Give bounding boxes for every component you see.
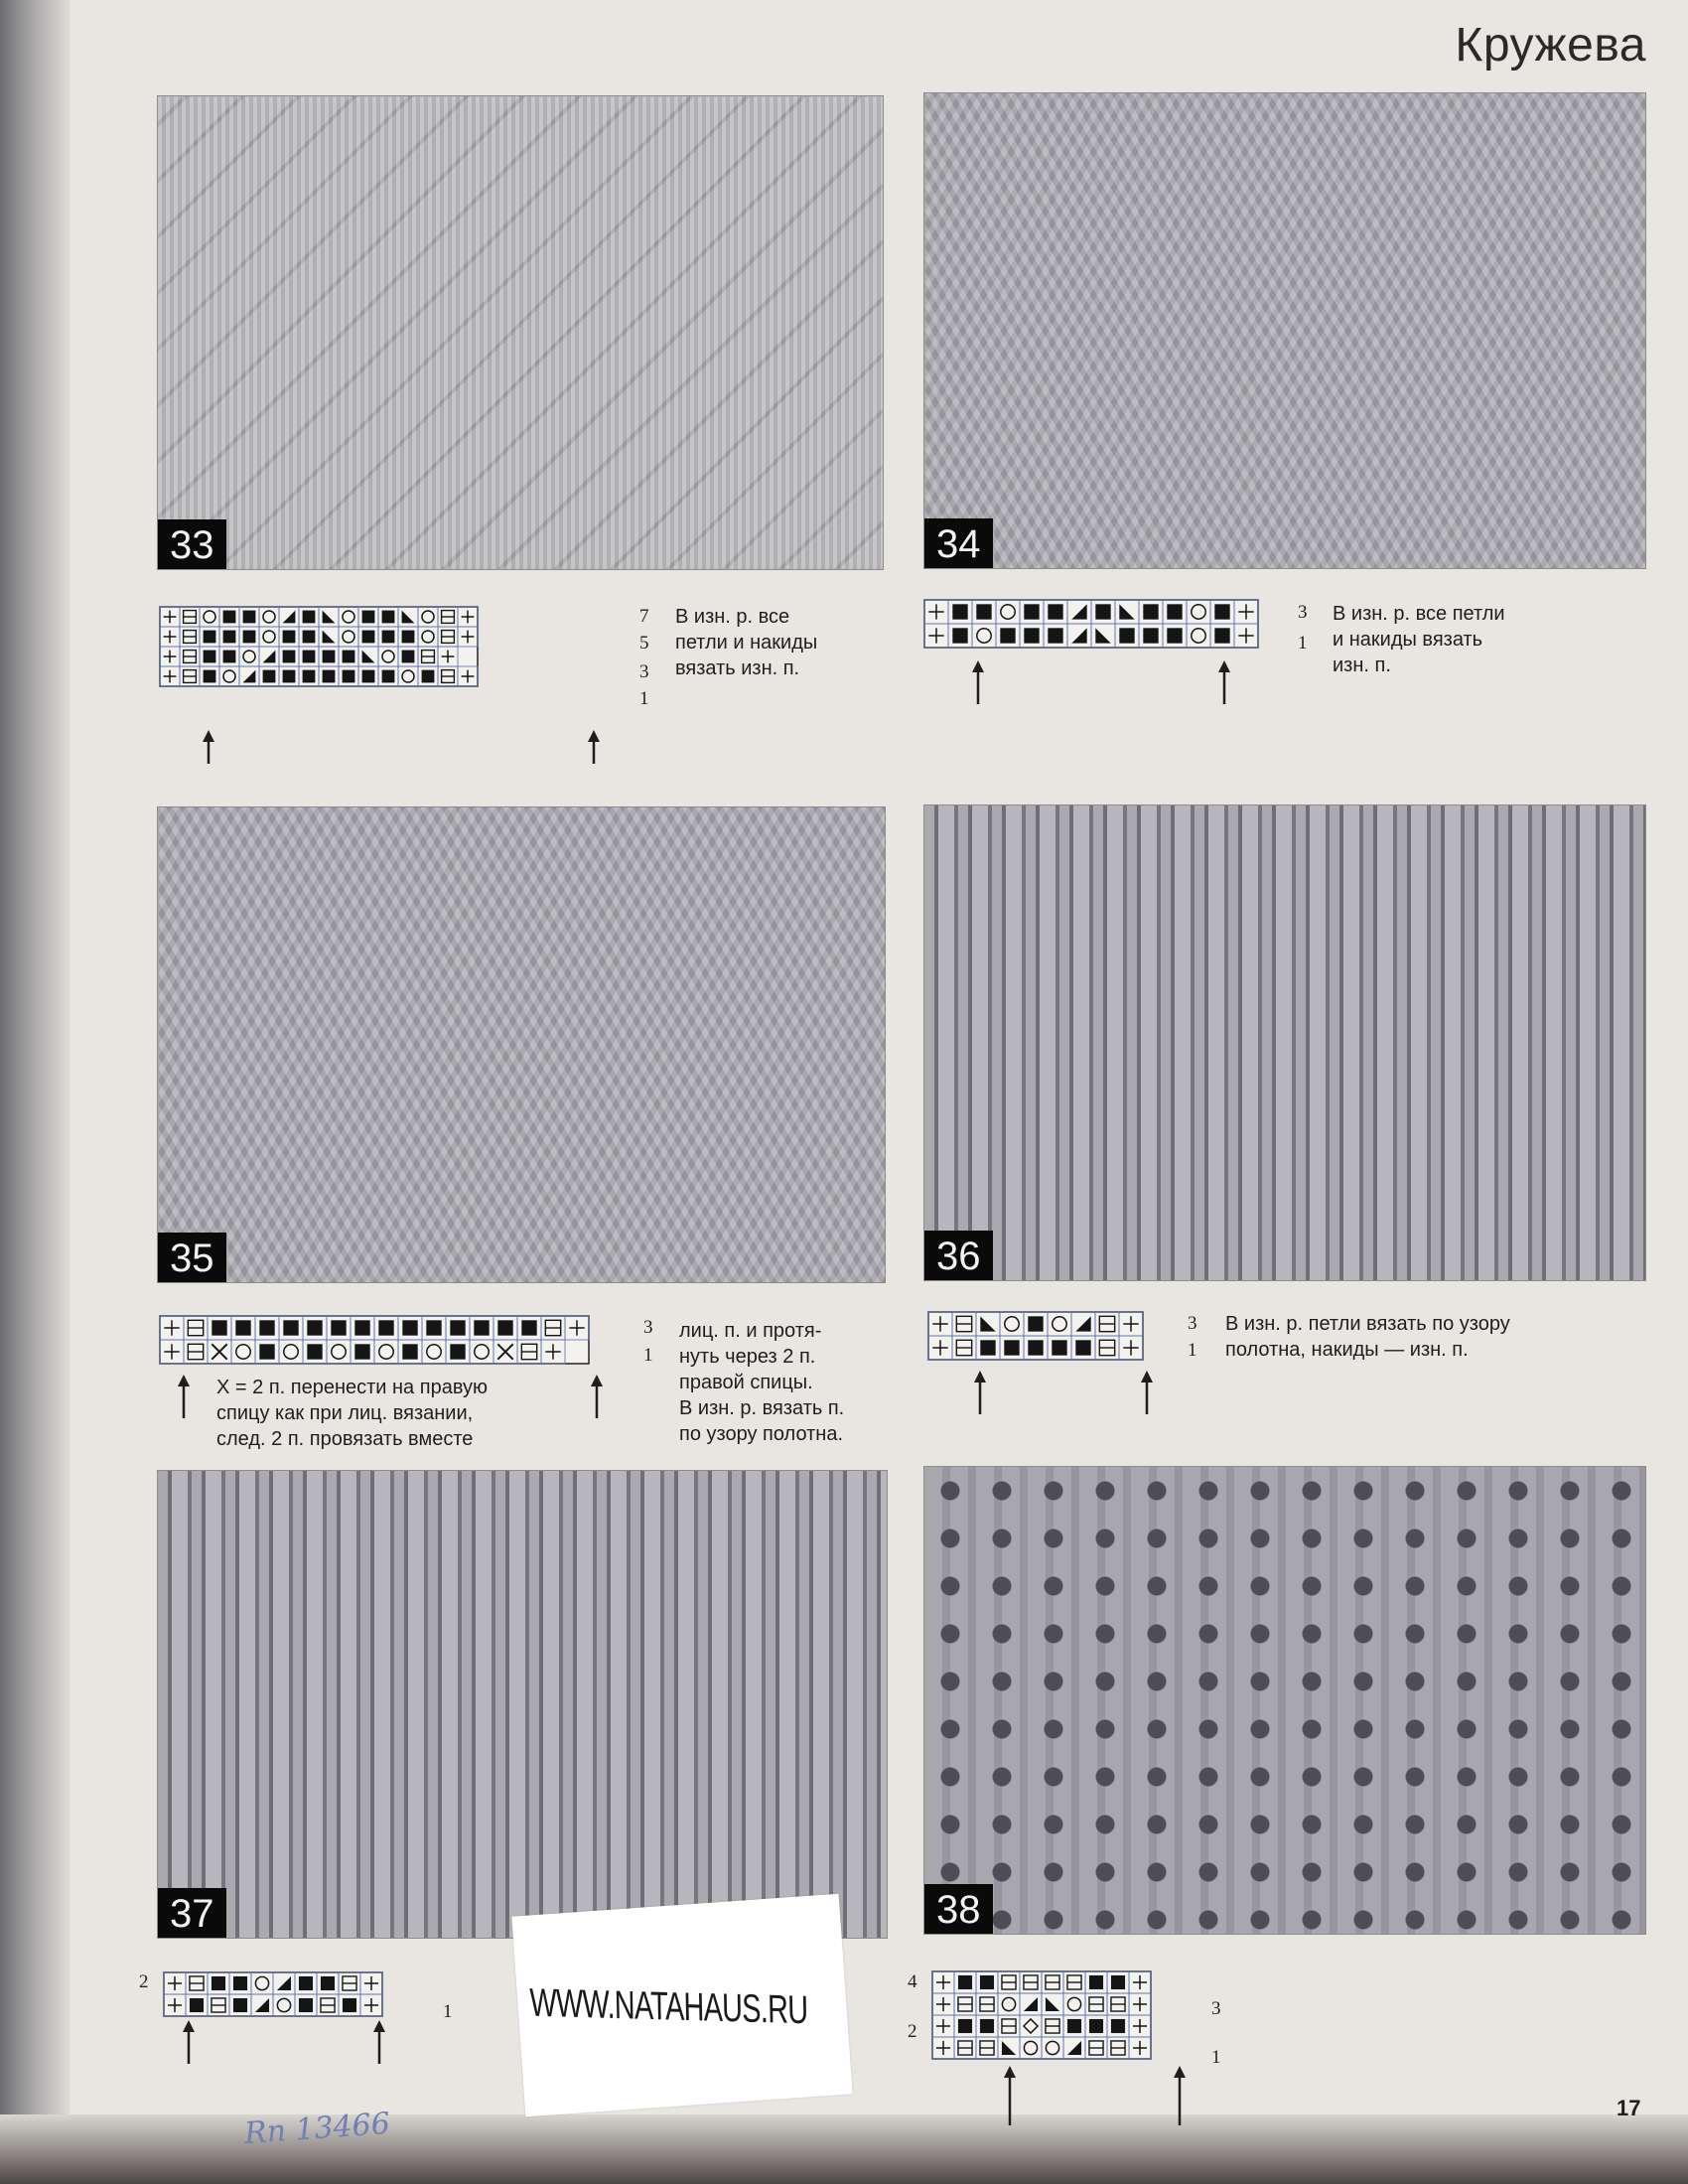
chart-34-row-1: 1 bbox=[1298, 633, 1308, 654]
pattern-38-photo bbox=[923, 1466, 1646, 1935]
legend-line: X = 2 п. перенести на правую bbox=[216, 1377, 488, 1398]
legend-line: спицу как при лиц. вязании, bbox=[216, 1402, 474, 1424]
book-spine-shadow bbox=[0, 0, 70, 2184]
chart-34-row-3: 3 bbox=[1298, 602, 1308, 623]
chart-36-row-3: 3 bbox=[1188, 1313, 1197, 1334]
purl-symbol bbox=[976, 2037, 998, 2059]
page-number: 17 bbox=[1617, 2096, 1641, 2120]
pattern-34-number: 34 bbox=[924, 518, 993, 568]
purl-symbol bbox=[998, 1971, 1020, 1993]
chart-38-row-3: 3 bbox=[1211, 1998, 1221, 2019]
purl-symbol bbox=[1107, 1993, 1129, 2015]
chart-grid bbox=[163, 1971, 383, 2017]
pattern-35-photo bbox=[157, 806, 886, 1283]
note-line: и накиды вязать bbox=[1333, 629, 1483, 651]
chart-37-row-2: 2 bbox=[139, 1971, 149, 1992]
note-line: петли и накиды bbox=[675, 632, 818, 654]
chart-33-arrow-left-icon bbox=[202, 730, 215, 766]
pattern-37-number: 37 bbox=[158, 1888, 226, 1938]
purl-symbol bbox=[180, 647, 200, 666]
chart-33-row-7: 7 bbox=[639, 606, 649, 627]
pattern-35-legend bbox=[216, 1375, 594, 1452]
purl-symbol bbox=[180, 627, 200, 647]
pattern-36-photo bbox=[923, 804, 1646, 1281]
chart-33-arrow-right-icon bbox=[587, 730, 601, 766]
chart-35-row-1: 1 bbox=[643, 1345, 653, 1366]
chart-33 bbox=[159, 606, 479, 687]
note-line: правой спицы. bbox=[679, 1372, 813, 1393]
chart-38-arrow-left-icon bbox=[1003, 2066, 1017, 2127]
chart-35-arrow-left-icon bbox=[177, 1375, 191, 1420]
chart-34-arrow-right-icon bbox=[1217, 660, 1231, 706]
chart-grid bbox=[159, 606, 479, 687]
pattern-35-number: 35 bbox=[158, 1233, 226, 1282]
note-line: нуть через 2 п. bbox=[679, 1346, 816, 1368]
chart-35 bbox=[159, 1315, 590, 1365]
chart-35-row-3: 3 bbox=[643, 1317, 653, 1338]
purl-symbol bbox=[438, 607, 458, 627]
chart-37-arrow-right-icon bbox=[372, 2020, 386, 2066]
note-line: В изн. р. все петли bbox=[1333, 603, 1505, 625]
pattern-34-note bbox=[1333, 601, 1630, 678]
pattern-33-photo bbox=[157, 95, 884, 570]
purl-symbol bbox=[1085, 2037, 1107, 2059]
chart-37 bbox=[163, 1971, 383, 2017]
chart-38-row-2: 2 bbox=[908, 2021, 917, 2042]
purl-symbol bbox=[438, 666, 458, 686]
pattern-33-note bbox=[675, 604, 904, 681]
purl-symbol bbox=[954, 2037, 976, 2059]
chart-37-row-1: 1 bbox=[443, 2001, 453, 2022]
chart-33-row-5: 5 bbox=[639, 633, 649, 654]
purl-symbol bbox=[418, 647, 438, 666]
chart-grid bbox=[927, 1311, 1144, 1361]
purl-symbol bbox=[208, 1994, 229, 2016]
chart-34-arrow-left-icon bbox=[971, 660, 985, 706]
purl-symbol bbox=[339, 1972, 360, 1994]
watermark-sticker bbox=[511, 1894, 852, 2117]
note-line: полотна, накиды — изн. п. bbox=[1225, 1339, 1469, 1361]
chart-38-row-4: 4 bbox=[908, 1971, 917, 1992]
pattern-37-photo bbox=[157, 1470, 888, 1939]
note-line: В изн. р. петли вязать по узору bbox=[1225, 1313, 1510, 1335]
pattern-38-number: 38 bbox=[924, 1884, 993, 1934]
note-line: В изн. р. вязать п. bbox=[679, 1397, 845, 1419]
purl-symbol bbox=[317, 1994, 339, 2016]
page-title: Кружева bbox=[1455, 19, 1646, 72]
pattern-35-note bbox=[679, 1318, 917, 1447]
chart-37-arrow-left-icon bbox=[182, 2020, 196, 2066]
chart-grid bbox=[159, 1315, 590, 1365]
purl-symbol bbox=[1107, 2037, 1129, 2059]
chart-34 bbox=[923, 599, 1259, 649]
note-line: В изн. р. все bbox=[675, 606, 790, 628]
purl-symbol bbox=[1042, 2015, 1063, 2037]
purl-symbol bbox=[186, 1972, 208, 1994]
purl-symbol bbox=[1042, 1971, 1063, 1993]
purl-symbol bbox=[998, 2015, 1020, 2037]
chart-36-arrow-right-icon bbox=[1140, 1371, 1154, 1416]
pattern-34-photo bbox=[923, 92, 1646, 569]
chart-38-row-1: 1 bbox=[1211, 2047, 1221, 2068]
purl-symbol bbox=[438, 627, 458, 647]
note-line: по узору полотна. bbox=[679, 1423, 844, 1445]
watermark-text: WWW.NATAHAUS.RU bbox=[529, 1980, 808, 2033]
note-line: вязать изн. п. bbox=[675, 657, 800, 679]
chart-36-row-1: 1 bbox=[1188, 1340, 1197, 1361]
purl-symbol bbox=[954, 1993, 976, 2015]
chart-38-arrow-right-icon bbox=[1173, 2066, 1187, 2127]
pattern-33-number: 33 bbox=[158, 519, 226, 569]
note-line: лиц. п. и протя- bbox=[679, 1320, 822, 1342]
purl-symbol bbox=[1085, 1993, 1107, 2015]
purl-symbol bbox=[180, 666, 200, 686]
chart-36 bbox=[927, 1311, 1144, 1361]
purl-symbol bbox=[976, 1993, 998, 2015]
chart-38 bbox=[931, 1970, 1152, 2060]
chart-grid bbox=[931, 1970, 1152, 2060]
chart-33-row-1: 1 bbox=[639, 688, 649, 709]
legend-line: след. 2 п. провязать вместе bbox=[216, 1428, 474, 1450]
pattern-36-number: 36 bbox=[924, 1231, 993, 1280]
chart-36-arrow-left-icon bbox=[973, 1371, 987, 1416]
handwritten-note: Rn 13466 bbox=[242, 2106, 391, 2152]
chart-33-row-3: 3 bbox=[639, 661, 649, 682]
purl-symbol bbox=[1063, 1971, 1085, 1993]
purl-symbol bbox=[180, 607, 200, 627]
note-line: изн. п. bbox=[1333, 655, 1391, 676]
purl-symbol bbox=[1020, 1971, 1042, 1993]
chart-grid bbox=[923, 599, 1259, 649]
pattern-36-note bbox=[1225, 1311, 1632, 1363]
